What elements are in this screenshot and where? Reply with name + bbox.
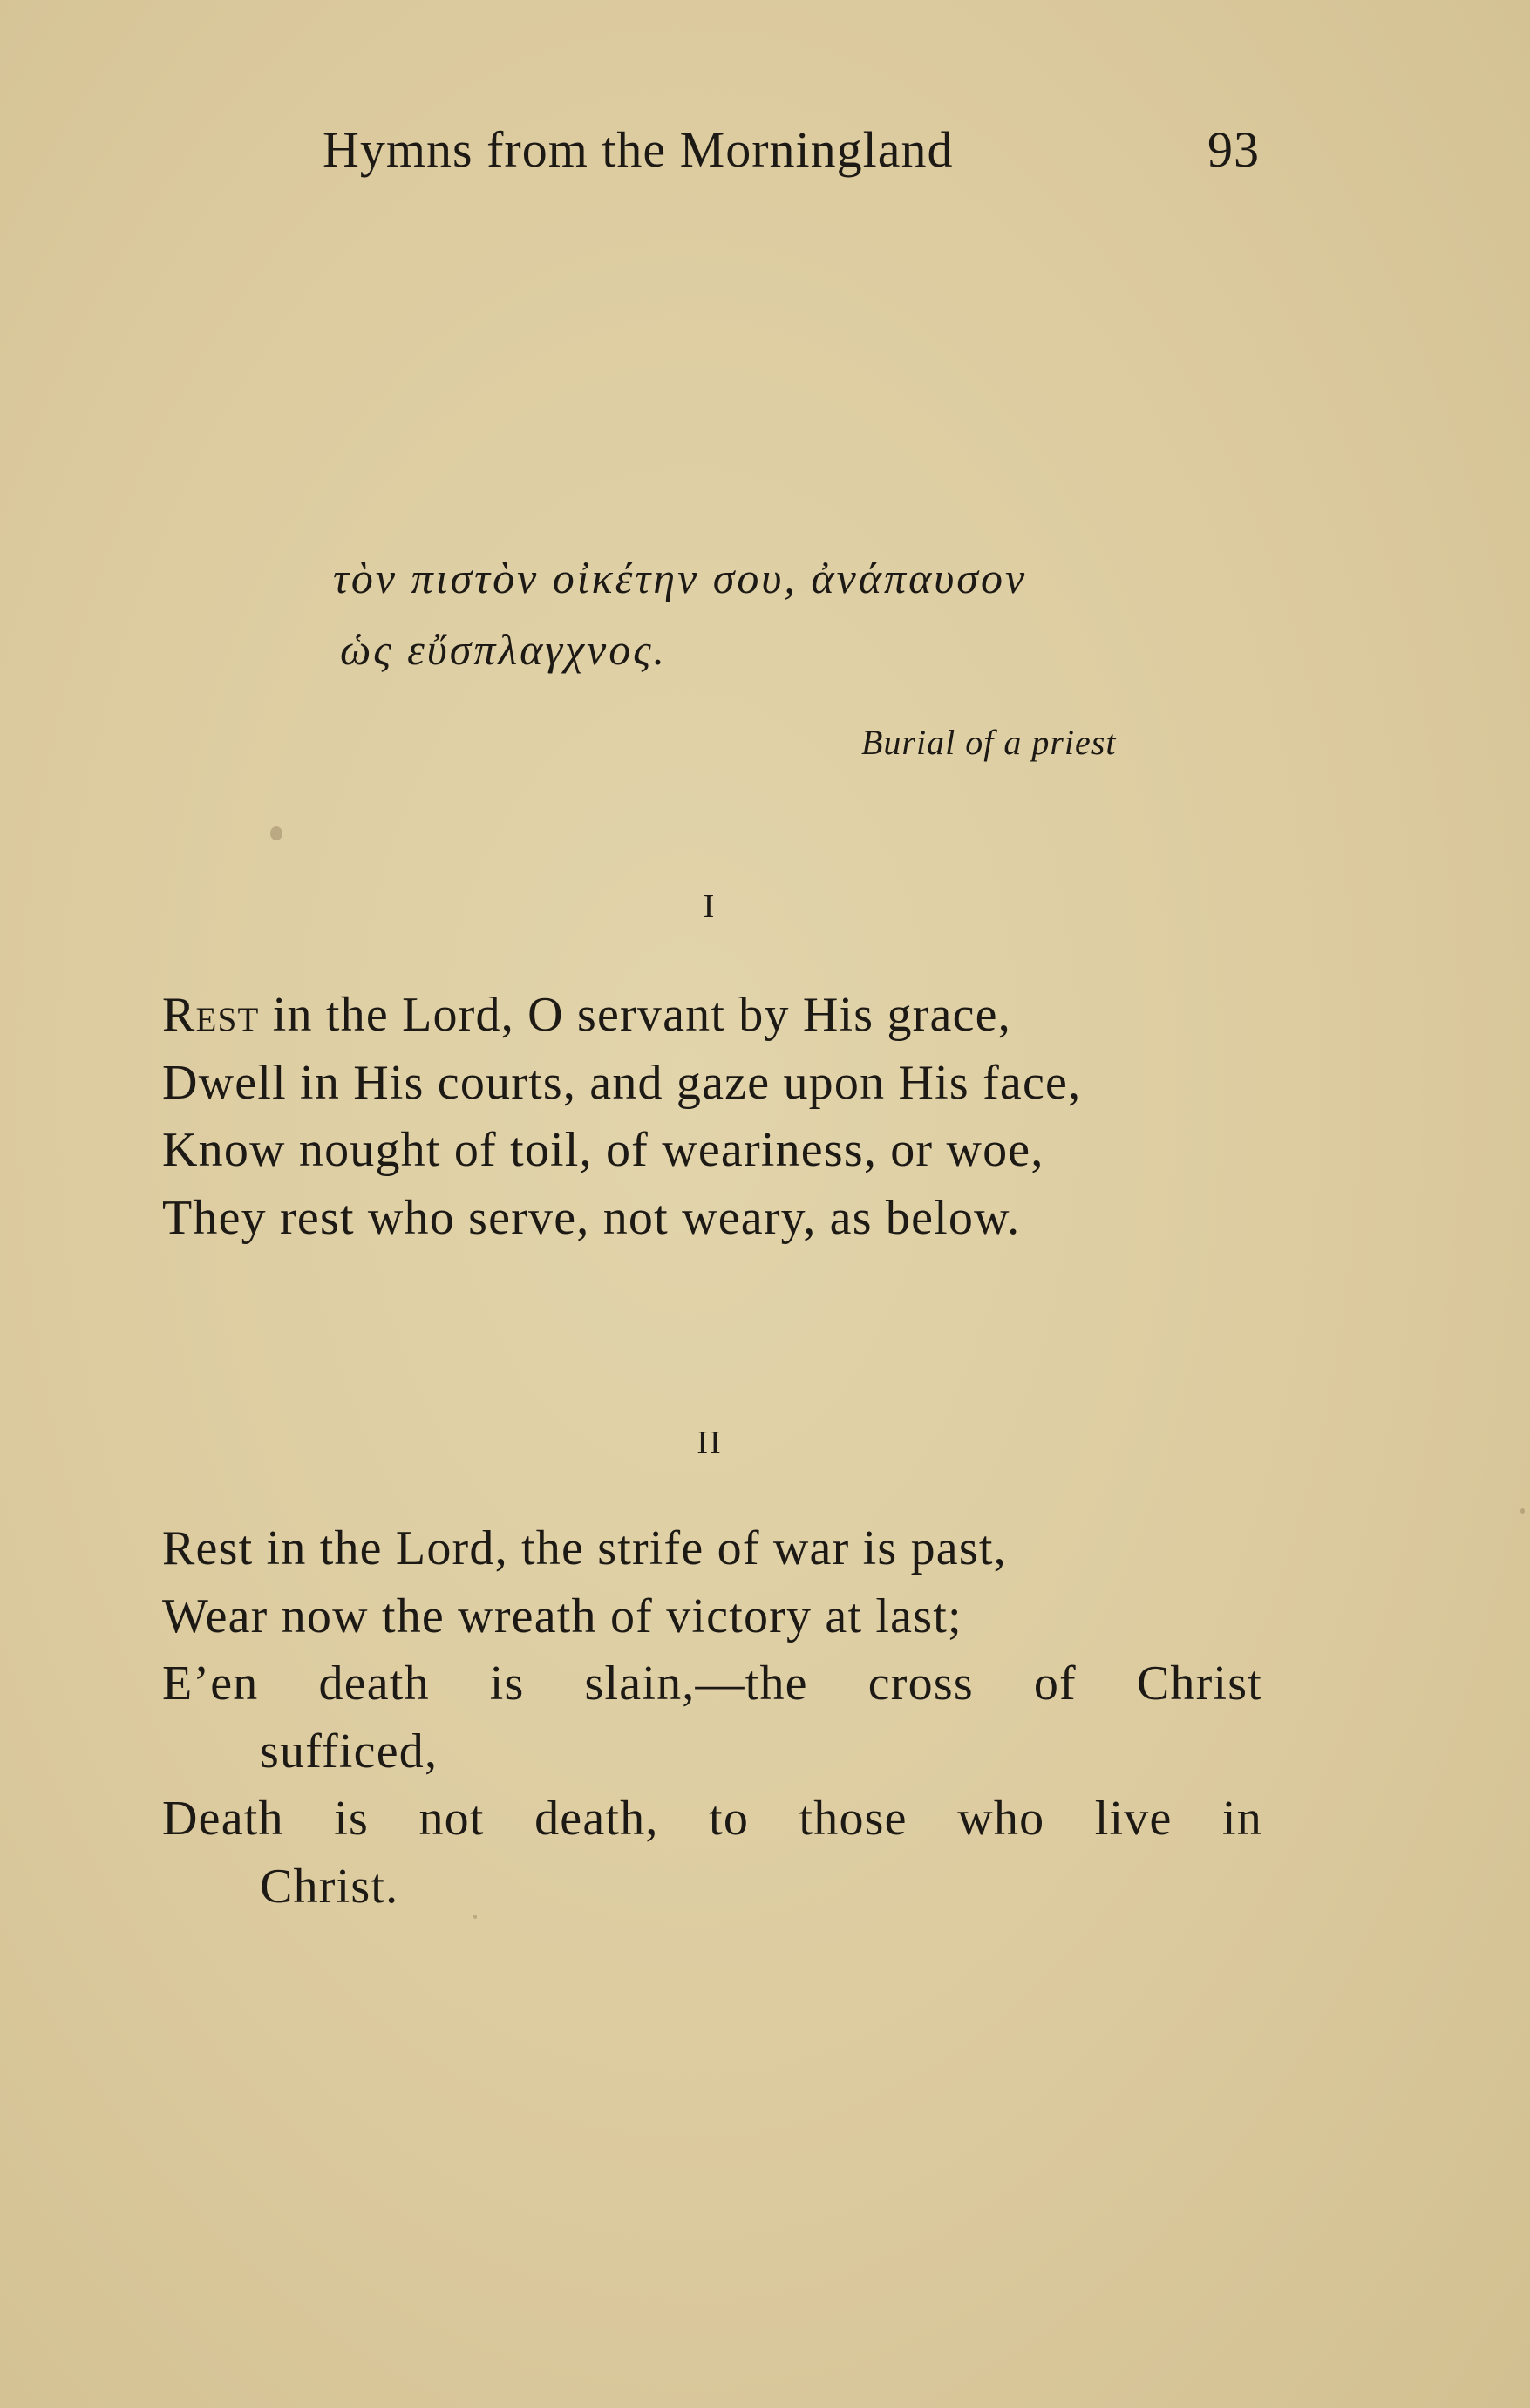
stanza bbox=[162, 1515, 1262, 1921]
verse-line: They rest who serve, not weary, as below. bbox=[162, 1190, 1021, 1245]
epigraph-line: ὡς εὔσπλαγχνος. bbox=[340, 625, 668, 674]
stanza-number: II bbox=[697, 1425, 723, 1461]
running-title: Hymns from the Morningland bbox=[323, 121, 954, 178]
greek-epigraph bbox=[333, 542, 1027, 685]
epigraph-source: Burial of a priest bbox=[861, 723, 1117, 762]
verse-line: Know nought of toil, of weariness, or woe, bbox=[162, 1123, 1044, 1177]
verse-line bbox=[162, 982, 1262, 1050]
running-head bbox=[323, 120, 1260, 181]
verse-line: Wear now the wreath of victory at last; bbox=[162, 1588, 962, 1643]
verse-line-continuation: Christ. bbox=[260, 1859, 399, 1914]
stanza bbox=[162, 982, 1262, 1252]
paper-speck bbox=[1520, 1508, 1525, 1514]
paper-speck bbox=[270, 826, 282, 840]
page-number: 93 bbox=[1207, 121, 1260, 178]
stanza-number: I bbox=[703, 888, 717, 925]
initial-word: Rest bbox=[162, 988, 260, 1042]
epigraph-line: τὸν πιστὸν οἰκέτην σου, ἀνάπαυσον bbox=[333, 554, 1028, 602]
verse-line: E’en death is slain,—the cross of Christ bbox=[162, 1656, 1262, 1711]
verse-line: Death is not death, to those who live in bbox=[162, 1792, 1262, 1846]
paper-speck bbox=[473, 1915, 477, 1919]
verse-line: Rest in the Lord, the strife of war is past, bbox=[162, 1521, 1007, 1575]
verse-line: Dwell in His courts, and gaze upon His face, bbox=[162, 1055, 1082, 1110]
verse-line-continuation: sufficed, bbox=[260, 1724, 439, 1779]
verse-line-rest: in the Lord, O servant by His grace, bbox=[259, 988, 1011, 1042]
